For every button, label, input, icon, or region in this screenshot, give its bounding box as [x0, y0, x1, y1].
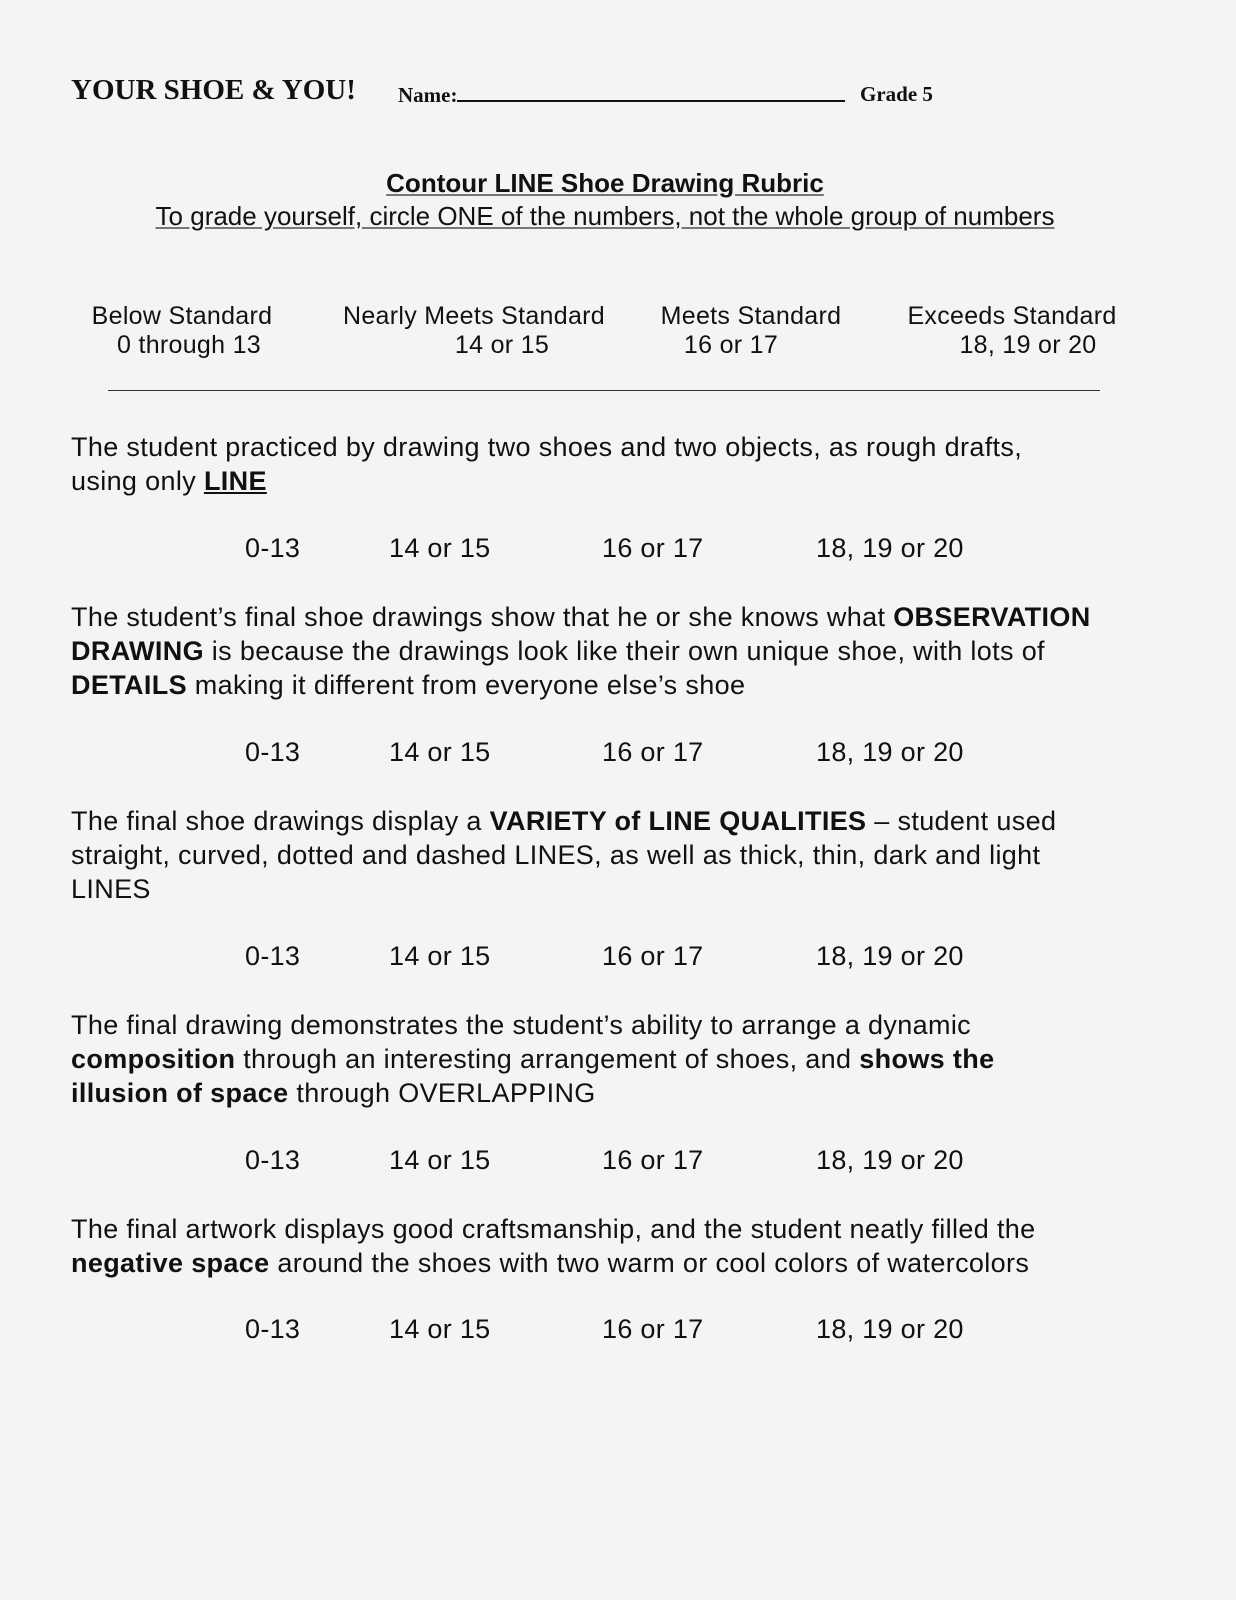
criterion-keyword: DRAWING [71, 636, 204, 666]
name-label: Name: [398, 83, 458, 107]
criterion-5 [71, 1212, 1036, 1280]
standard-exceeds [898, 302, 1126, 360]
criterion-3 [71, 804, 1056, 906]
score-option-2-3[interactable]: 16 or 17 [602, 737, 704, 767]
criterion-4 [71, 1008, 994, 1110]
criterion-keyword: shows the [859, 1044, 995, 1074]
standard-label: Nearly Meets Standard [343, 302, 605, 330]
standard-range: 18, 19 or 20 [959, 331, 1097, 359]
criterion-text: making it different from everyone else’s shoe [186, 670, 746, 700]
criterion-2 [71, 600, 1091, 702]
score-option-2-4[interactable]: 18, 19 or 20 [816, 737, 964, 767]
criterion-1 [71, 430, 1022, 498]
criterion-text: straight, curved, dotted and dashed LINES, as well as thick, thin, dark and light [71, 840, 1041, 870]
score-option-1-2[interactable]: 14 or 15 [389, 533, 491, 563]
score-option-4-3[interactable]: 16 or 17 [602, 1145, 704, 1175]
score-option-1-1[interactable]: 0-13 [245, 533, 301, 563]
score-option-4-2[interactable]: 14 or 15 [389, 1145, 491, 1175]
rubric-title-text: Contour LINE Shoe Drawing Rubric [386, 168, 824, 198]
criterion-text: The student practiced by drawing two shoes and two objects, as rough drafts, [71, 432, 1023, 462]
rubric-instructions [0, 201, 1210, 232]
criterion-text: using only [71, 466, 204, 496]
criterion-keyword: composition [71, 1044, 236, 1074]
score-option-3-4[interactable]: 18, 19 or 20 [816, 941, 964, 971]
standard-below [82, 302, 282, 360]
standard-range: 0 through 13 [117, 331, 261, 359]
criterion-text: is because the drawings look like their own unique shoe, with lots of [203, 636, 1045, 666]
score-option-2-2[interactable]: 14 or 15 [389, 737, 491, 767]
score-option-5-1[interactable]: 0-13 [245, 1314, 301, 1344]
standard-label: Exceeds Standard [907, 302, 1117, 330]
worksheet-title: YOUR SHOE & YOU! [71, 74, 356, 106]
score-option-3-2[interactable]: 14 or 15 [389, 941, 491, 971]
criterion-text: – student used [866, 806, 1057, 836]
criterion-text: The final shoe drawings display a [71, 806, 490, 836]
standard-range: 16 or 17 [683, 331, 779, 359]
score-option-3-1[interactable]: 0-13 [245, 941, 301, 971]
standard-label: Meets Standard [660, 302, 842, 330]
criterion-keyword: DETAILS [71, 670, 187, 700]
criterion-keyword: OBSERVATION [893, 602, 1091, 632]
score-option-5-3[interactable]: 16 or 17 [602, 1314, 704, 1344]
divider-line [108, 390, 1100, 391]
rubric-instructions-text: To grade yourself, circle ONE of the numbers, not the whole group of numbers [155, 201, 1055, 231]
score-option-4-4[interactable]: 18, 19 or 20 [816, 1145, 964, 1175]
criterion-keyword: negative space [71, 1248, 270, 1278]
criterion-text: through OVERLAPPING [288, 1078, 596, 1108]
criterion-text: through an interesting arrangement of shoes, and [235, 1044, 860, 1074]
criterion-text: The final drawing demonstrates the student’s ability to arrange a dynamic [71, 1010, 972, 1040]
standard-meets [651, 302, 851, 360]
score-option-5-4[interactable]: 18, 19 or 20 [816, 1314, 964, 1344]
criterion-keyword: VARIETY of LINE QUALITIES [489, 806, 867, 836]
standard-label: Below Standard [91, 302, 273, 330]
criterion-text: The student’s final shoe drawings show that he or she knows what [71, 602, 894, 632]
standard-nearly-meets [330, 302, 618, 360]
name-field[interactable] [398, 82, 845, 108]
criterion-text: The final artwork displays good craftsmanship, and the student neatly filled the [71, 1214, 1036, 1244]
score-option-4-1[interactable]: 0-13 [245, 1145, 301, 1175]
score-option-3-3[interactable]: 16 or 17 [602, 941, 704, 971]
score-option-1-3[interactable]: 16 or 17 [602, 533, 704, 563]
criterion-text: LINES [71, 874, 151, 904]
rubric-title [0, 168, 1210, 199]
criterion-keyword: LINE [203, 466, 267, 496]
score-option-5-2[interactable]: 14 or 15 [389, 1314, 491, 1344]
standard-range: 14 or 15 [454, 331, 550, 359]
name-blank-line[interactable] [457, 82, 845, 102]
score-option-1-4[interactable]: 18, 19 or 20 [816, 533, 964, 563]
grade-label: Grade 5 [860, 82, 933, 106]
criterion-text: around the shoes with two warm or cool colors of watercolors [269, 1248, 1030, 1278]
score-option-2-1[interactable]: 0-13 [245, 737, 301, 767]
criterion-keyword: illusion of space [71, 1078, 289, 1108]
